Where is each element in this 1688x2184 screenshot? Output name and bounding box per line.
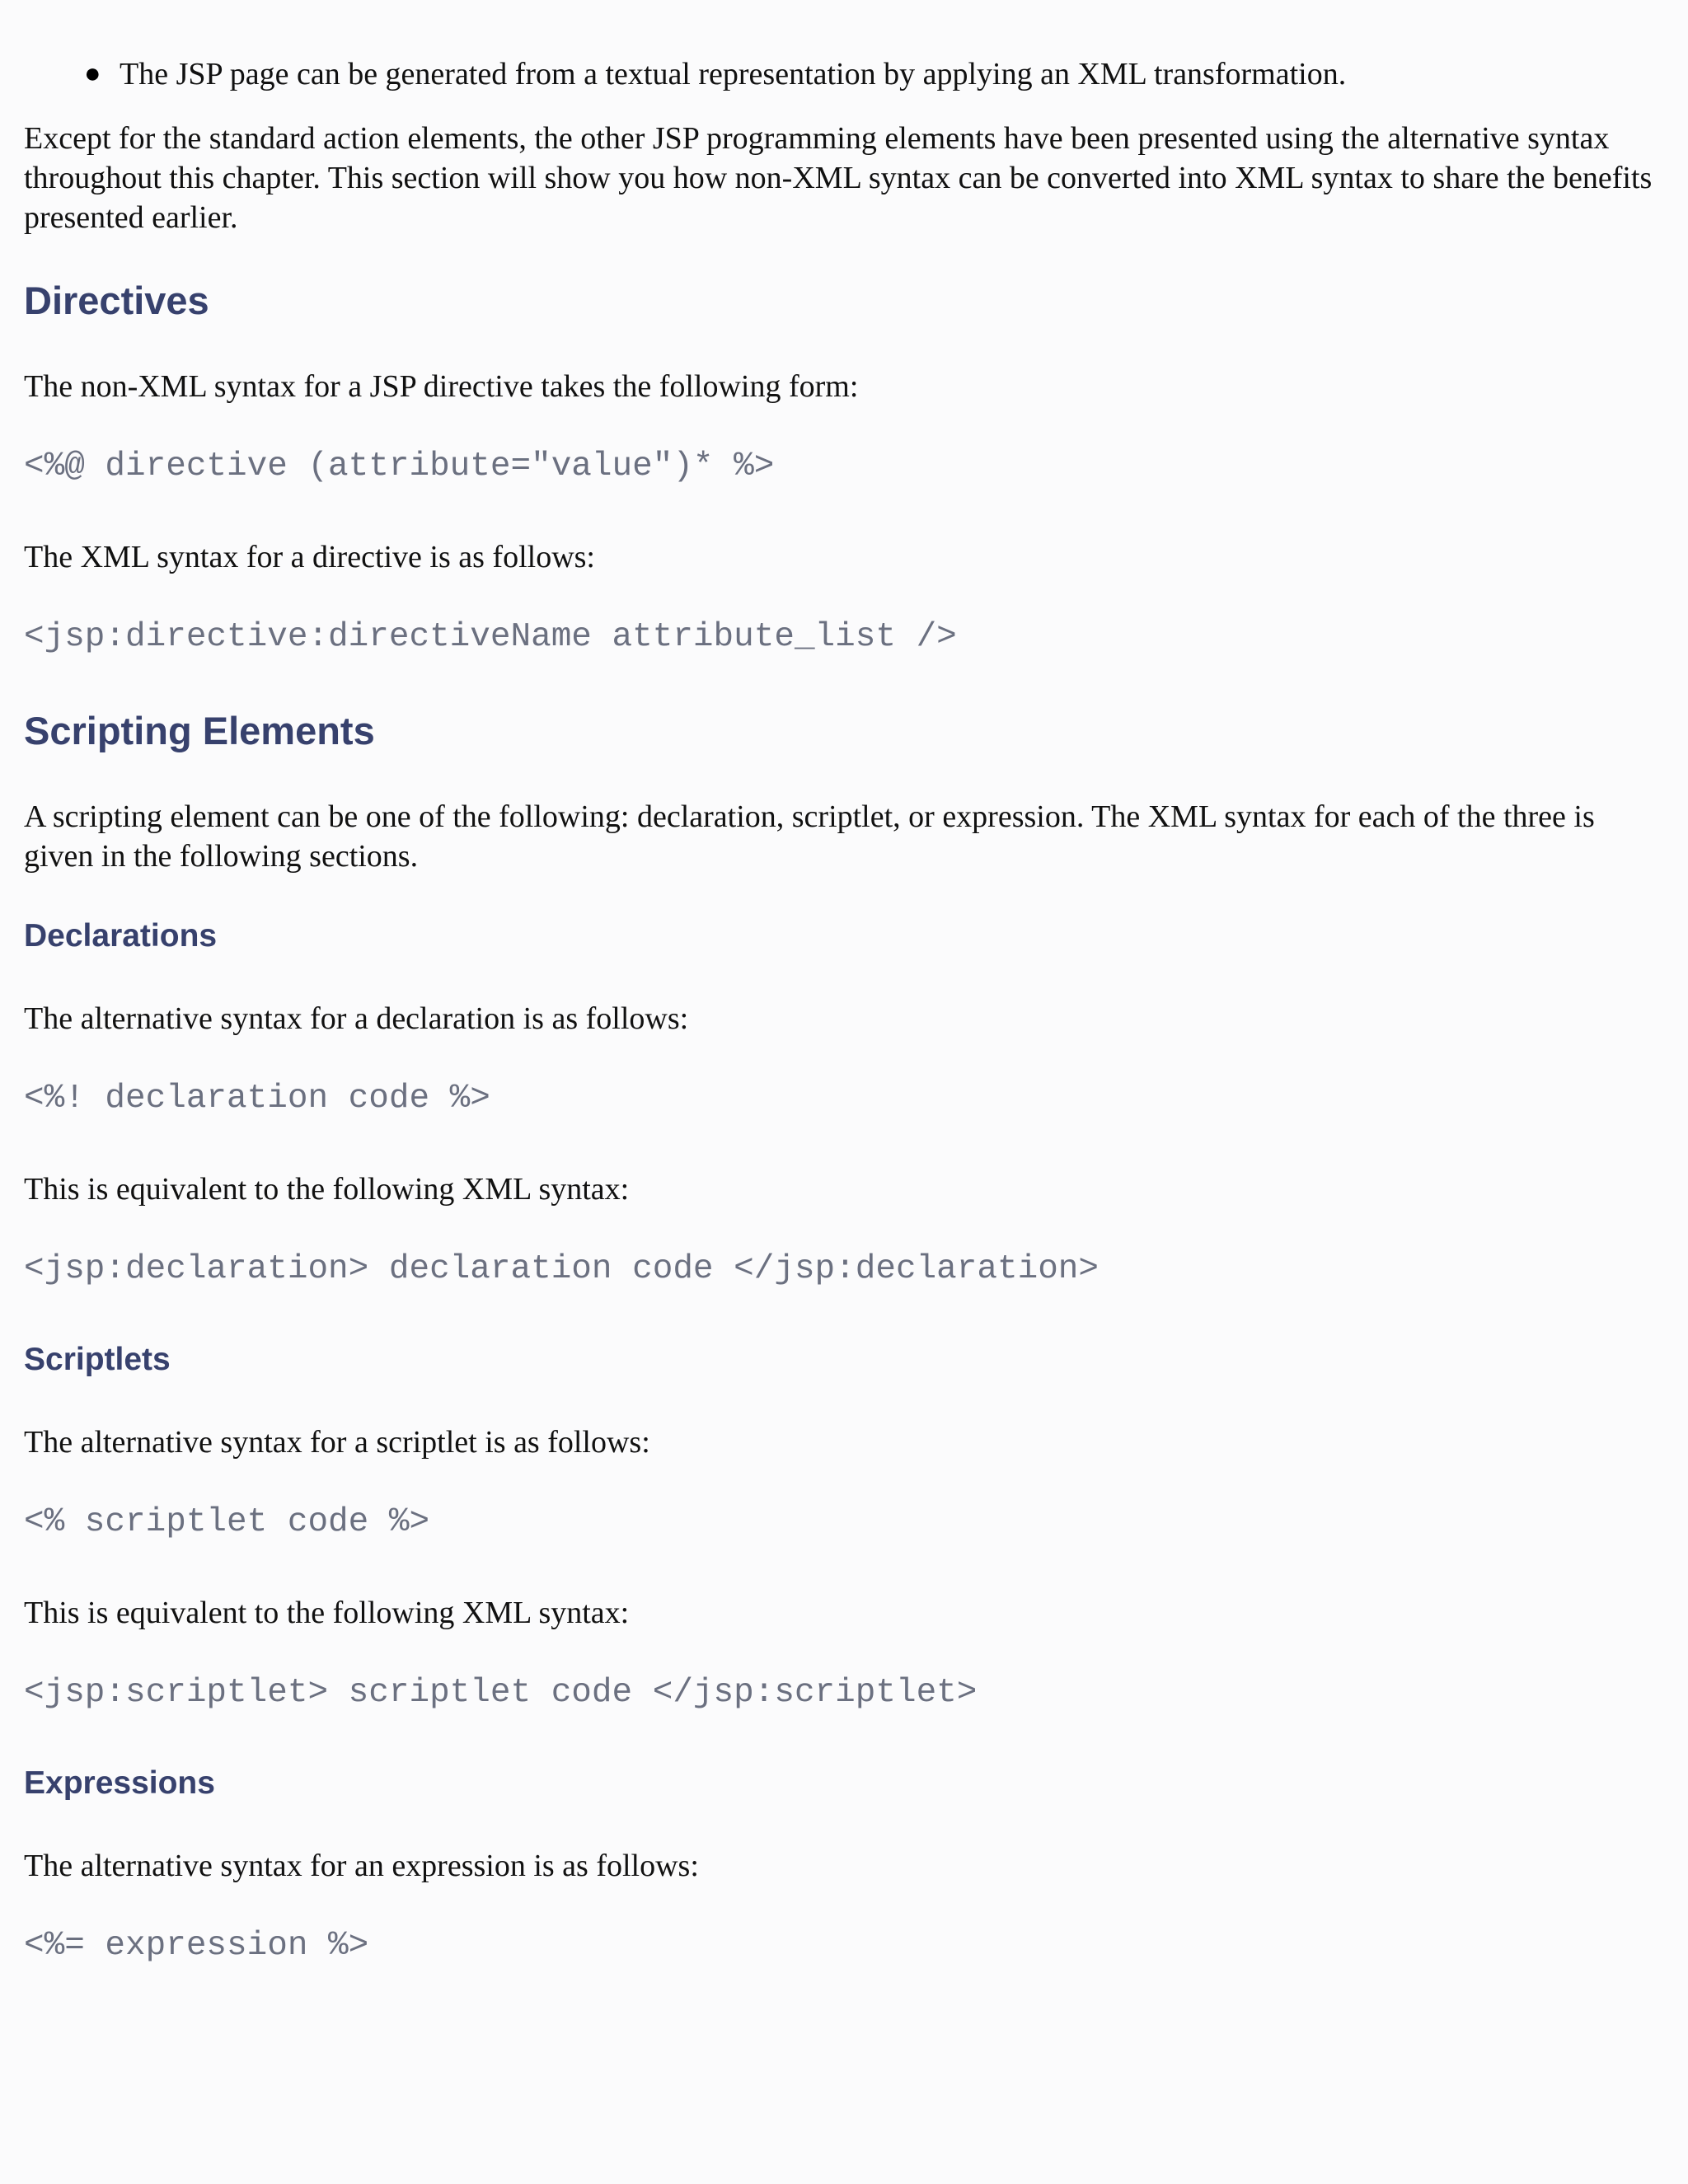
- scriptlet-alt-text: The alternative syntax for a scriptlet is as follows:: [24, 1425, 650, 1460]
- scriptlet-xml-text: This is equivalent to the following XML syntax:: [24, 1596, 630, 1630]
- declaration-xml-text: This is equivalent to the following XML syntax:: [24, 1172, 630, 1207]
- declaration-xml-code: <jsp:declaration> declaration code </jsp:declaration>: [24, 1250, 1100, 1288]
- subsection-heading-scriptlets: Scriptlets: [24, 1342, 171, 1377]
- scriptlet-xml-code: <jsp:scriptlet> scriptlet code </jsp:scriptlet>: [24, 1674, 978, 1712]
- directive-xml-text: The XML syntax for a directive is as follows:: [24, 540, 595, 574]
- expression-alt-code: <%= expression %>: [24, 1927, 369, 1965]
- scriptlet-alt-code: <% scriptlet code %>: [24, 1503, 430, 1541]
- section-heading-directives: Directives: [24, 279, 209, 322]
- scripting-paragraph: A scripting element can be one of the following: declaration, scriptlet, or expression. The XML syntax for each of the three is given in the following sections.: [24, 799, 1595, 874]
- section-heading-scripting-elements: Scripting Elements: [24, 709, 375, 752]
- declaration-alt-code: <%! declaration code %>: [24, 1080, 490, 1118]
- subsection-heading-declarations: Declarations: [24, 918, 218, 954]
- intro-paragraph: Except for the standard action elements, the other JSP programming elements have been presented using the alternative syntax throughout this chapter. This section will show you how non-XML syntax can be converted into XML syntax to share the benefits presented earlier.: [24, 121, 1653, 235]
- bullet-list: [24, 54, 1663, 94]
- declaration-alt-text: The alternative syntax for a declaration is as follows:: [24, 1001, 689, 1036]
- directive-xml-code: <jsp:directive:directiveName attribute_list />: [24, 618, 957, 656]
- list-item: [24, 54, 1663, 94]
- subsection-heading-expressions: Expressions: [24, 1765, 215, 1801]
- bullet-icon: ●: [84, 59, 101, 89]
- expression-alt-text: The alternative syntax for an expression is as follows:: [24, 1849, 699, 1883]
- directive-nonxml-code: <%@ directive (attribute="value")* %>: [24, 448, 775, 485]
- directive-nonxml-text: The non-XML syntax for a JSP directive takes the following form:: [24, 369, 859, 404]
- bullet-text: The JSP page can be generated from a textual representation by applying an XML transformation.: [120, 57, 1347, 91]
